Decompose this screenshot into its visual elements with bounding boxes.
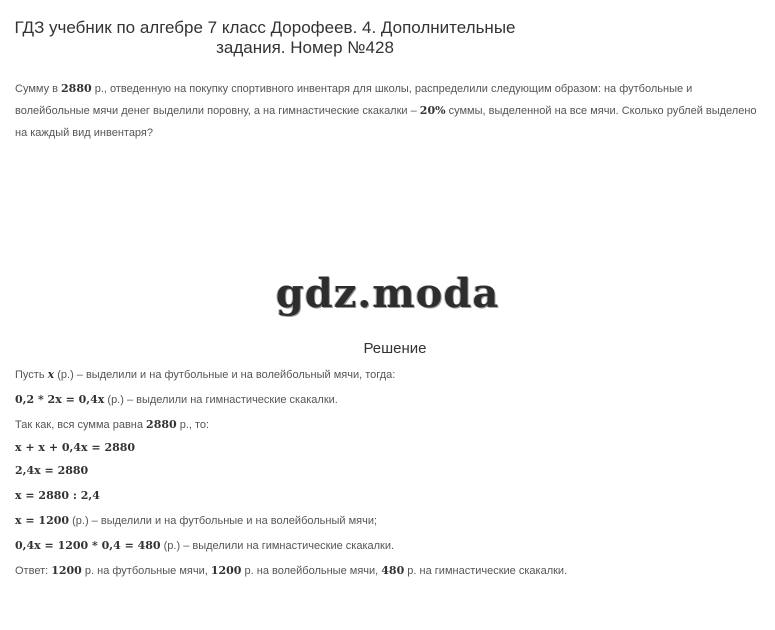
answer-value-2: 1200 [210, 564, 242, 577]
solution-line-4-math: x + x + 0,4x = 2880 [15, 441, 136, 454]
solution-line-8 [15, 539, 394, 552]
solution-line-1 [15, 368, 395, 381]
solution-line-3 [15, 418, 209, 431]
problem-text-2: р., отведенную на покупку спортивного инвентаря для школы, распределили следующим образом: на футбольные и волейбольные мячи денег выделили поровну, а на гимнастические скакалки – [15, 83, 693, 117]
solution-line-5 [15, 464, 88, 477]
answer-value-3: 480 [381, 564, 405, 577]
answer-label: Ответ: [15, 565, 52, 577]
answer-text-2: р. на футбольные мячи, [81, 565, 211, 577]
page-title [0, 18, 530, 58]
solution-line-1-text: Пусть [15, 369, 48, 381]
solution-line-1-text-b: (р.) – выделили и на футбольные и на волейбольный мячи, тогда: [54, 369, 396, 381]
solution-line-3-text: Так как, вся сумма равна [15, 419, 147, 431]
solution-line-2-math: 0,2 * 2x = 0,4x [15, 393, 105, 406]
site-logo: gdz.moda [275, 270, 500, 317]
page-title-line-2: задания. Номер №428 [216, 38, 394, 57]
answer-text-4: р. на гимнастические скакалки. [404, 565, 568, 577]
problem-text-3: суммы, выделенной на все мячи. Сколько рублей выделено на каждый вид инвентаря? [15, 105, 757, 139]
solution-answer [15, 564, 567, 577]
solution-line-5-math: 2,4x = 2880 [15, 464, 89, 477]
solution-heading: Решение [363, 340, 427, 357]
problem-statement [15, 78, 760, 144]
solution-line-2-text: (р.) – выделили на гимнастические скакалки. [104, 394, 338, 406]
solution-line-7-math: x = 1200 [15, 514, 70, 527]
solution-line-3-math: 2880 [146, 418, 177, 431]
solution-line-7 [15, 514, 377, 527]
problem-sum-value: 2880 [61, 82, 92, 95]
solution-line-3-text-b: р., то: [176, 419, 210, 431]
page-title-line-1: ГДЗ учебник по алгебре 7 класс Дорофеев. 4. Дополнительные [14, 18, 516, 37]
solution-line-6-math: x = 2880 : 2,4 [15, 489, 100, 502]
problem-percent-value: 20% [419, 104, 446, 117]
answer-text-3: р. на волейбольные мячи, [241, 565, 382, 577]
solution-line-1-math: x [47, 368, 55, 381]
solution-line-7-text: (р.) – выделили и на футбольные и на волейбольный мячи; [69, 515, 378, 527]
solution-line-6 [15, 489, 100, 502]
problem-text-1: Сумму в [15, 83, 62, 95]
answer-value-1: 1200 [51, 564, 82, 577]
solution-line-8-text: (р.) – выделили на гимнастические скакалки. [160, 540, 395, 552]
solution-line-2 [15, 393, 338, 406]
solution-line-8-math: 0,4x = 1200 * 0,4 = 480 [15, 539, 161, 552]
solution-line-4 [15, 441, 135, 454]
